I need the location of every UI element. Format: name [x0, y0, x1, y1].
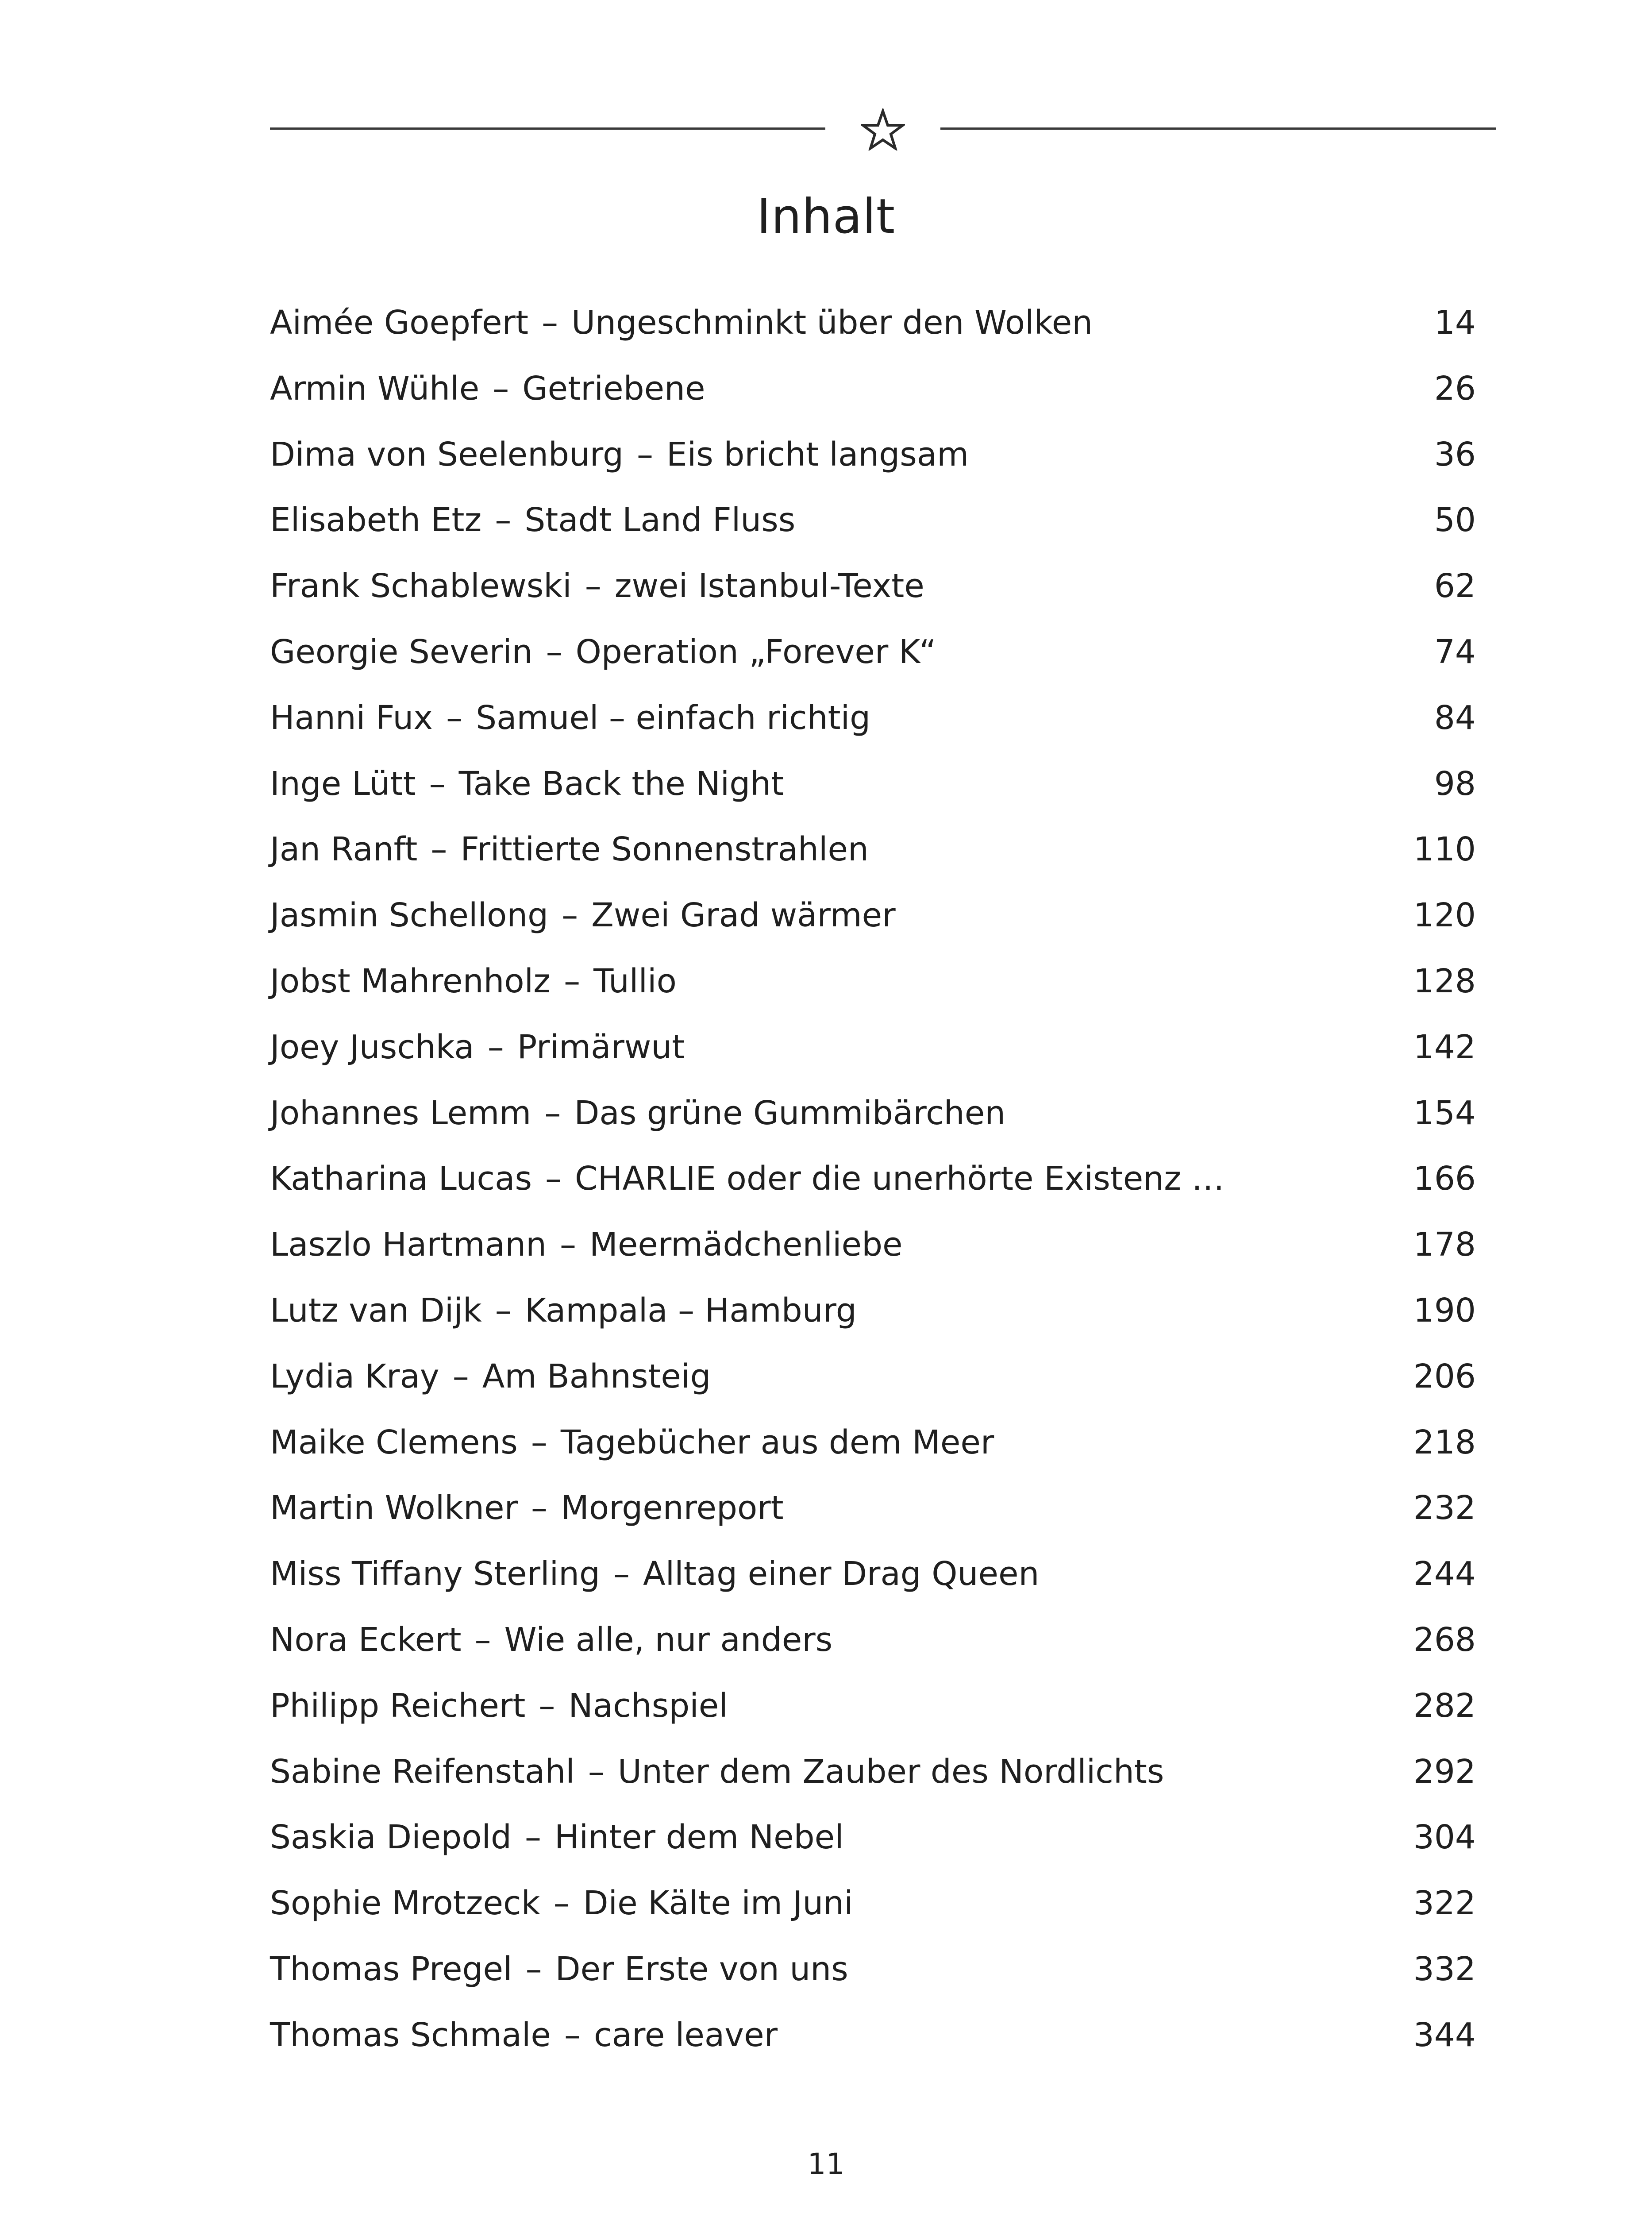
toc-entry	[270, 2002, 1476, 2068]
toc-entry-author: Philipp Reichert	[270, 1686, 526, 1725]
toc-entry-separator: –	[474, 1620, 491, 1659]
toc-entry-author: Miss Tiffany Sterling	[270, 1555, 600, 1593]
toc-entry-separator: –	[525, 1818, 542, 1857]
toc-entry	[270, 685, 1476, 751]
toc-entry-author: Martin Wolkner	[270, 1489, 518, 1527]
toc-entry	[270, 817, 1476, 883]
toc-entry-page: 110	[1413, 830, 1476, 869]
toc-entry-page: 98	[1434, 764, 1476, 803]
toc-entry-page: 14	[1434, 304, 1476, 342]
toc-entry	[270, 290, 1476, 356]
toc-entry-title: Der Erste von uns	[555, 1950, 848, 1988]
toc-entry-author: Laszlo Hartmann	[270, 1226, 547, 1264]
toc-entry-separator: –	[636, 435, 653, 474]
toc-entry-page: 84	[1434, 698, 1476, 737]
toc-entry-page: 74	[1434, 632, 1476, 671]
toc-entry-title: Das grüne Gummibärchen	[574, 1094, 1006, 1132]
toc-entry-author: Thomas Schmale	[270, 2016, 551, 2054]
toc-entry	[270, 1541, 1476, 1607]
toc-entry	[270, 619, 1476, 685]
toc-entry-author: Jasmin Schellong	[270, 896, 549, 935]
toc-entry	[270, 1410, 1476, 1476]
toc-entry-separator: –	[452, 1357, 469, 1396]
toc-entry-title: Kampala – Hamburg	[524, 1291, 857, 1330]
toc-entry-page: 128	[1413, 962, 1476, 1000]
toc-entry-separator: –	[564, 962, 581, 1000]
toc-entry-page: 178	[1413, 1226, 1476, 1264]
toc-entry-author: Sophie Mrotzeck	[270, 1884, 540, 1923]
toc-entry-separator: –	[541, 304, 558, 342]
toc-entry-author: Thomas Pregel	[270, 1950, 512, 1988]
toc-entry	[270, 487, 1476, 553]
toc-entry-author: Frank Schablewski	[270, 567, 572, 605]
toc-entry-separator: –	[431, 830, 447, 869]
toc-entry-title: Zwei Grad wärmer	[591, 896, 896, 935]
toc-entry-title: Primärwut	[517, 1028, 685, 1066]
toc-entry-separator: –	[487, 1028, 504, 1066]
ornament-rule-right	[940, 127, 1496, 130]
toc-entry	[270, 1870, 1476, 1936]
toc-entry-separator: –	[495, 1291, 512, 1330]
toc-entry-separator: –	[613, 1555, 630, 1593]
toc-entry-separator: –	[560, 1226, 576, 1264]
toc-entry-separator: –	[564, 2016, 581, 2054]
toc-entry-page: 322	[1413, 1884, 1476, 1923]
toc-entry-page: 218	[1413, 1423, 1476, 1461]
toc-entry-separator: –	[545, 1160, 562, 1198]
toc-entry-author: Georgie Severin	[270, 632, 533, 671]
toc-entry-title: CHARLIE oder die unerhörte Existenz …	[575, 1160, 1225, 1198]
toc-entry-page: 62	[1434, 567, 1476, 605]
toc-entry-separator: –	[585, 567, 601, 605]
toc-entry-separator: –	[539, 1686, 555, 1725]
toc-entry-author: Dima von Seelenburg	[270, 435, 624, 474]
toc-entry	[270, 1804, 1476, 1870]
toc-entry-title: Die Kälte im Juni	[583, 1884, 853, 1923]
toc-entry	[270, 553, 1476, 619]
toc-entry	[270, 1673, 1476, 1739]
header-ornament	[270, 106, 1496, 150]
toc-entry-title: care leaver	[593, 2016, 778, 2054]
toc-entry	[270, 356, 1476, 422]
toc-entry-page: 282	[1413, 1686, 1476, 1725]
toc-entry-title: Samuel – einfach richtig	[476, 698, 871, 737]
toc-entry	[270, 1146, 1476, 1212]
toc-entry	[270, 883, 1476, 948]
toc-entry	[270, 1212, 1476, 1278]
toc-entry-separator: –	[588, 1752, 605, 1791]
toc-entry-author: Johannes Lemm	[270, 1094, 531, 1132]
toc-entry-separator: –	[531, 1423, 547, 1461]
toc-entry-author: Sabine Reifenstahl	[270, 1752, 575, 1791]
toc-entry-separator: –	[446, 698, 463, 737]
toc-entry-title: zwei Istanbul-Texte	[614, 567, 924, 605]
toc-entry	[270, 422, 1476, 488]
toc-entry-page: 120	[1413, 896, 1476, 935]
toc-entry-separator: –	[562, 896, 578, 935]
toc-entry-author: Katharina Lucas	[270, 1160, 532, 1198]
toc-entry-author: Hanni Fux	[270, 698, 433, 737]
toc-entry	[270, 751, 1476, 817]
toc-entry	[270, 1344, 1476, 1410]
toc-entry-title: Unter dem Zauber des Nordlichts	[617, 1752, 1164, 1791]
toc-entry	[270, 1080, 1476, 1146]
toc-entry-separator: –	[546, 632, 562, 671]
toc-entry-title: Stadt Land Fluss	[524, 501, 796, 540]
toc-entry-page: 36	[1434, 435, 1476, 474]
toc-entry-page: 268	[1413, 1620, 1476, 1659]
toc-entry-separator: –	[544, 1094, 561, 1132]
toc-entry-title: Eis bricht langsam	[666, 435, 969, 474]
toc-entry-author: Saskia Diepold	[270, 1818, 512, 1857]
toc-entry-separator: –	[495, 501, 512, 540]
toc-entry-page: 344	[1413, 2016, 1476, 2054]
toc-entry-title: Am Bahnsteig	[482, 1357, 711, 1396]
toc-entry-title: Operation „Forever K“	[575, 632, 936, 671]
toc-entry-author: Lydia Kray	[270, 1357, 439, 1396]
toc-entry-title: Meermädchenliebe	[589, 1226, 903, 1264]
toc-entry-author: Jan Ranft	[270, 830, 418, 869]
toc-entry-page: 154	[1413, 1094, 1476, 1132]
toc-entry	[270, 1607, 1476, 1673]
table-of-contents	[270, 290, 1476, 2068]
toc-entry-title: Wie alle, nur anders	[504, 1620, 833, 1659]
toc-entry-title: Alltag einer Drag Queen	[643, 1555, 1040, 1593]
toc-entry-author: Elisabeth Etz	[270, 501, 482, 540]
toc-entry-title: Tagebücher aus dem Meer	[560, 1423, 994, 1461]
toc-entry-separator: –	[493, 369, 509, 408]
toc-entry-separator: –	[525, 1950, 542, 1988]
toc-entry-page: 232	[1413, 1489, 1476, 1527]
toc-entry-page: 26	[1434, 369, 1476, 408]
toc-entry-page: 332	[1413, 1950, 1476, 1988]
toc-entry-author: Armin Wühle	[270, 369, 480, 408]
toc-entry-page: 142	[1413, 1028, 1476, 1066]
toc-entry-author: Inge Lütt	[270, 764, 416, 803]
page-number: 11	[807, 2147, 845, 2181]
toc-entry	[270, 1475, 1476, 1541]
toc-entry-separator: –	[531, 1489, 547, 1527]
toc-entry-title: Getriebene	[522, 369, 705, 408]
toc-entry-author: Lutz van Dijk	[270, 1291, 482, 1330]
star-icon	[861, 108, 905, 150]
toc-entry-title: Nachspiel	[568, 1686, 728, 1725]
toc-entry-page: 292	[1413, 1752, 1476, 1791]
toc-entry-author: Aimée Goepfert	[270, 304, 528, 342]
toc-entry-author: Maike Clemens	[270, 1423, 518, 1461]
toc-entry-title: Take Back the Night	[458, 764, 784, 803]
toc-entry-page: 190	[1413, 1291, 1476, 1330]
toc-entry-title: Frittierte Sonnenstrahlen	[460, 830, 869, 869]
page-title: Inhalt	[756, 189, 896, 244]
ornament-rule-left	[270, 127, 825, 130]
toc-entry-page: 166	[1413, 1160, 1476, 1198]
toc-entry	[270, 1014, 1476, 1080]
toc-entry	[270, 1739, 1476, 1805]
toc-entry-page: 304	[1413, 1818, 1476, 1857]
toc-entry-separator: –	[553, 1884, 570, 1923]
toc-entry-page: 206	[1413, 1357, 1476, 1396]
toc-entry-title: Ungeschminkt über den Wolken	[571, 304, 1093, 342]
toc-entry-page: 50	[1434, 501, 1476, 540]
toc-entry-page: 244	[1413, 1555, 1476, 1593]
toc-entry	[270, 948, 1476, 1014]
toc-entry-author: Nora Eckert	[270, 1620, 462, 1659]
toc-entry	[270, 1936, 1476, 2002]
toc-entry-title: Tullio	[593, 962, 677, 1000]
toc-entry-author: Jobst Mahrenholz	[270, 962, 551, 1000]
toc-entry-author: Joey Juschka	[270, 1028, 474, 1066]
toc-entry-separator: –	[429, 764, 446, 803]
toc-entry	[270, 1278, 1476, 1344]
toc-entry-title: Morgenreport	[561, 1489, 784, 1527]
toc-entry-title: Hinter dem Nebel	[555, 1818, 844, 1857]
